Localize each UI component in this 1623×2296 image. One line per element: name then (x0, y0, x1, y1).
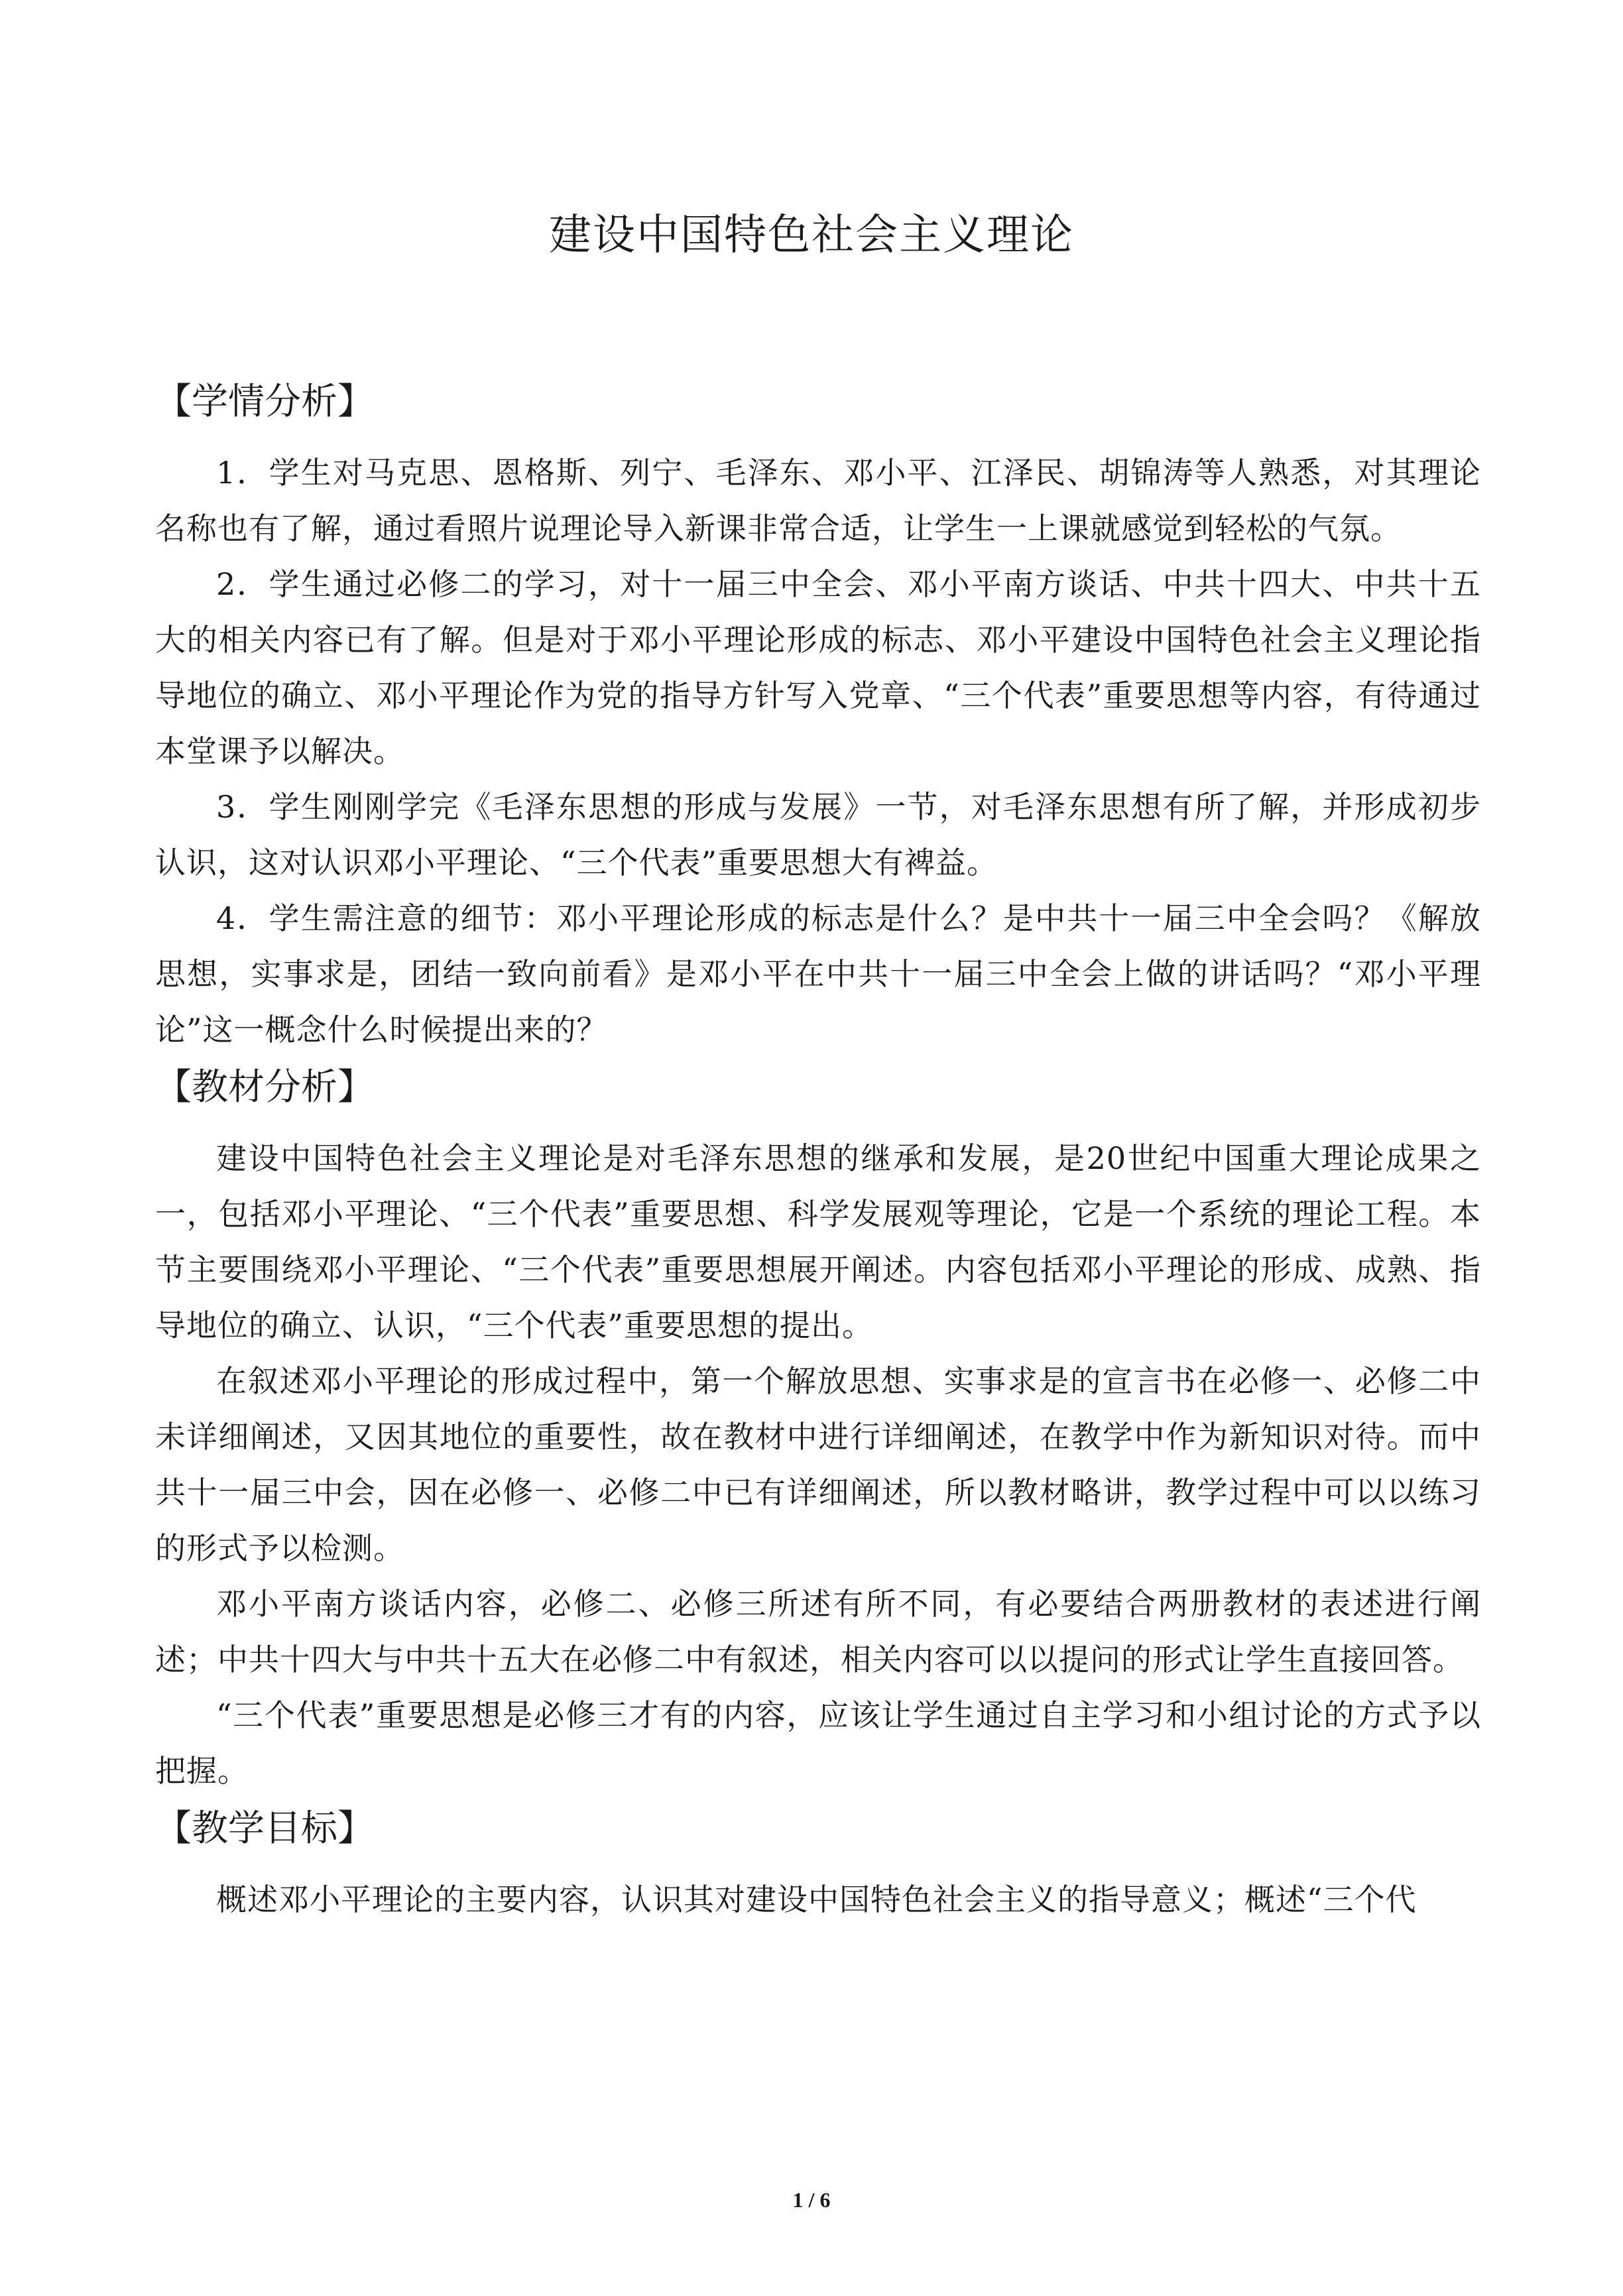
paragraph: 1．学生对马克思、恩格斯、列宁、毛泽东、邓小平、江泽民、胡锦涛等人熟悉，对其理论名称也有了解，通过看照片说理论导入新课非常合适，让学生一上课就感觉到轻松的气氛。 (155, 455, 1481, 546)
paragraph: 概述邓小平理论的主要内容，认识其对建设中国特色社会主义的指导意义；概述“三个代 (216, 1882, 1417, 1917)
section-heading-teaching-goals: 【教学目标】 (155, 1807, 375, 1849)
paragraph: “三个代表”重要思想是必修三才有的内容，应该让学生通过自主学习和小组讨论的方式予以把握。 (155, 1697, 1481, 1789)
section-heading-student-analysis: 【学情分析】 (155, 380, 375, 422)
paragraph: 2．学生通过必修二的学习，对十一届三中全会、邓小平南方谈话、中共十四大、中共十五大的相关内容已有了解。但是对于邓小平理论形成的标志、邓小平建设中国特色社会主义理论指导地位的确立、邓小平理论作为党的指导方针写入党章、“三个代表”重要思想等内容，有待通过本堂课予以解决。 (155, 566, 1481, 769)
page-title: 建设中国特色社会主义理论 (549, 211, 1074, 260)
page-number: 1 / 6 (792, 2188, 831, 2212)
section-heading-textbook-analysis: 【教材分析】 (155, 1065, 375, 1108)
paragraph: 建设中国特色社会主义理论是对毛泽东思想的继承和发展，是20世纪中国重大理论成果之一，包括邓小平理论、“三个代表”重要思想、科学发展观等理论，它是一个系统的理论工程。本节主要围绕邓小平理论、“三个代表”重要思想展开阐述。内容包括邓小平理论的形成、成熟、指导地位的确立、认识，“三个代表”重要思想的提出。 (155, 1140, 1481, 1343)
paragraph: 4．学生需注意的细节：邓小平理论形成的标志是什么？是中共十一届三中全会吗？《解放思想，实事求是，团结一致向前看》是邓小平在中共十一届三中全会上做的讲话吗？“邓小平理论”这一概念什么时候提出来的？ (155, 900, 1481, 1048)
paragraph: 3．学生刚刚学完《毛泽东思想的形成与发展》一节，对毛泽东思想有所了解，并形成初步认识，这对认识邓小平理论、“三个代表”重要思想大有裨益。 (155, 789, 1481, 880)
paragraph: 在叙述邓小平理论的形成过程中，第一个解放思想、实事求是的宣言书在必修一、必修二中未详细阐述，又因其地位的重要性，故在教材中进行详细阐述，在教学中作为新知识对待。而中共十一届三中会，因在必修一、必修二中已有详细阐述，所以教材略讲，教学过程中可以以练习的形式予以检测。 (155, 1363, 1481, 1566)
paragraph: 邓小平南方谈话内容，必修二、必修三所述有所不同，有必要结合两册教材的表述进行阐述；中共十四大与中共十五大在必修二中有叙述，相关内容可以以提问的形式让学生直接回答。 (155, 1586, 1481, 1677)
document-body (155, 375, 1481, 1927)
